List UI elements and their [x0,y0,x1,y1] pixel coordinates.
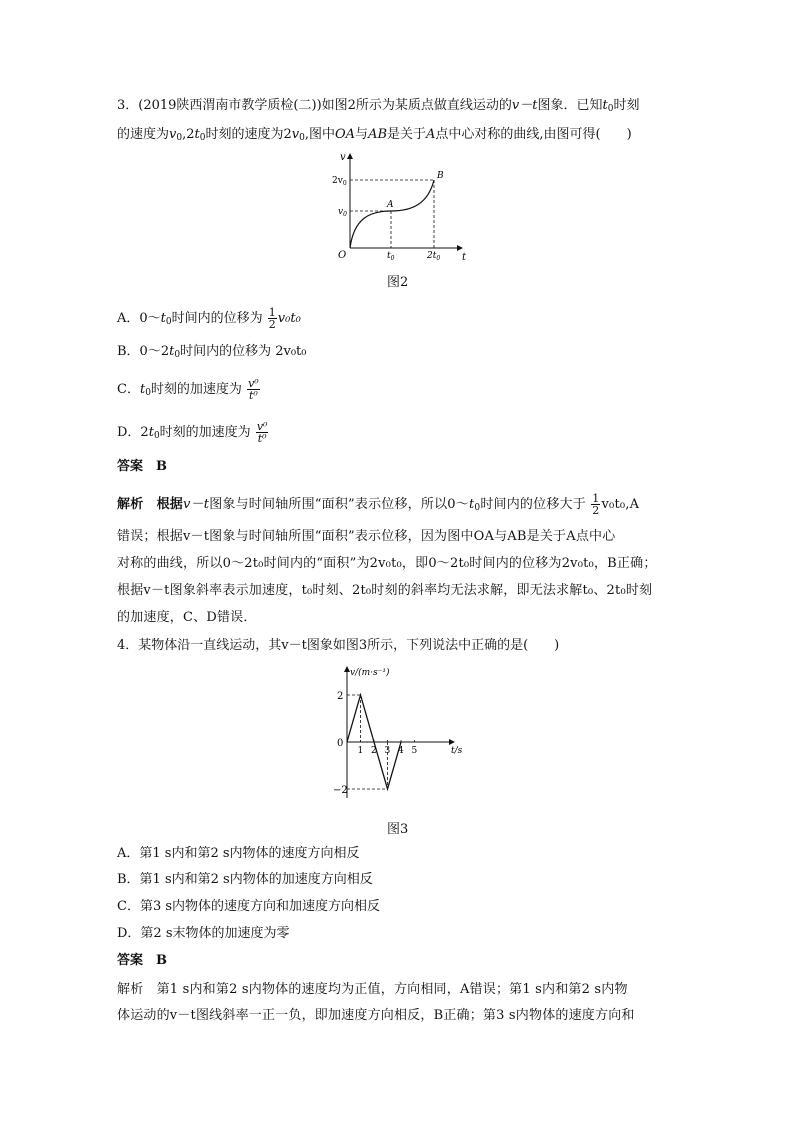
q3-opt-c-den: t⁰ [248,389,258,402]
q3-fig-point-b: B [437,171,444,181]
q3-jx-num: 1 [592,492,600,505]
q3-fig-label-t0 [387,251,395,262]
q4-x-tick-2: 2 [371,746,377,756]
q3-option-b [117,343,306,361]
q3-opt-d-den: t⁰ [257,432,267,445]
q3-opt-c-text: C． [117,382,140,397]
q3-fig-t0-text: t [387,251,391,261]
q3-subscript: 0 [153,431,160,441]
q3-t0-symbol: t [148,425,154,440]
q3-figure-2 [330,148,480,266]
q4-option-d: D．第2 s末物体的加速度为零 [117,926,290,941]
q4-option-a: A．第1 s内和第2 s内物体的速度方向相反 [117,846,360,861]
q4-figure-caption: 图3 [387,822,409,837]
q3-stem-text-5: ,2 [182,127,195,142]
q3-option-d [117,421,269,444]
q3-jx-text-3: v₀t₀,A [601,497,640,512]
q3-opt-d-fraction [256,421,269,444]
q3-explanation-line-5: 的加速度，C、D错误． [117,610,257,625]
q3-fig-t0-sub: 0 [390,255,395,262]
q3-opt-a-num: 1 [268,306,276,319]
q3-explanation-line-1 [117,493,639,516]
q4-y-tick-neg2: −2 [333,785,348,796]
q3-subscript: 0 [299,133,305,143]
q3-t0-symbol: t [169,344,175,359]
q3-opt-d-text-2: 时刻的加速度为 [159,425,251,440]
q3-opt-a-fraction [268,307,277,330]
q3-opt-d-num: v⁰ [256,420,268,433]
q3-opt-c-num: v⁰ [248,377,259,390]
q3-v-symbol: v [169,127,177,142]
q3-stem-text: 3．(2019陕西渭南市教学质检(二))如图2所示为某质点做直线运动的 [117,98,512,113]
q3-jx-fraction [591,493,600,516]
q3-subscript: 0 [607,104,614,114]
q3-opt-b-text: B．0～2 [117,344,170,359]
q4-t-axis-arrow [449,739,455,745]
q3-subscript: 0 [165,317,172,327]
q3-oa-symbol: OA [335,127,356,142]
q3-fig-label-2v0 [332,176,347,187]
q3-opt-a-text: A．0～ [117,311,161,326]
q3-subscript: 0 [145,388,151,398]
q3-fig-curve [350,180,434,248]
q4-chart [333,666,463,798]
q3-vt-symbol: v－t [511,98,538,113]
q3-fig-2t0-text: 2t [427,251,437,261]
q3-stem-text-4: 的速度为 [117,127,170,142]
q3-opt-d-text: D．2 [117,425,149,440]
q4-answer: 答案 B [117,953,167,968]
q3-jx-den: 2 [592,504,600,517]
q3-stem-text-9: 是关于 [387,127,427,142]
q4-option-b: B．第1 s内和第2 s内物体的加速度方向相反 [117,872,373,887]
q3-a-symbol: A [426,127,436,142]
q3-explanation-line-4: 根据v－t图象斜率表示加速度，t₀时刻、2t₀时刻的斜率均无法求解，即无法求解t₀、2t₀时刻 [117,583,653,598]
q3-opt-a-den: 2 [268,318,276,331]
q3-explanation-line-2: 错误；根据v－t图象与时间轴所围“面积”表示位移，因为图中OA与AB是关于A点中心 [117,529,616,544]
q3-t0-symbol: t [160,311,166,326]
q4-x-tick-3: 3 [384,746,391,756]
q3-vt-symbol: v－t [183,497,210,512]
q3-t0-symbol: t [139,382,146,397]
q3-subscript: 0 [176,133,183,143]
q3-opt-a-text-2: 时间内的位移为 [171,311,263,326]
q3-stem-line-2 [117,126,632,144]
q3-stem-text-2: 图象．已知 [537,98,603,113]
q4-y-tick-0: 0 [337,738,344,749]
q4-x-axis-label: t/s [451,746,463,756]
q3-fig-v-label: v [340,152,346,163]
q4-x-tick-1: 1 [357,746,364,756]
q3-t0-symbol: t [194,127,200,142]
q3-t0-symbol: t [468,497,475,512]
q3-stem-text-10: 点中心对称的曲线,由图可得( ) [435,127,632,142]
q3-opt-c-text-2: 时刻的加速度为 [150,382,242,397]
q3-fig-t-label: t [462,252,467,263]
q4-x-tick-5: 5 [411,746,418,756]
q3-jx-text-2: 时间内的位移大于 [480,497,586,512]
q3-opt-a-value: v₀t₀ [277,311,301,326]
q4-explanation-line-2: 体运动的v－t图线斜率一正一负，即加速度方向相反，B正确；第3 s内物体的速度方向和 [117,1008,635,1023]
q3-stem-text-7: ,图中 [304,127,335,142]
q3-t0-symbol: t [602,98,608,113]
q3-v-symbol: v [291,127,300,142]
q3-fig-origin: O [338,250,347,261]
q3-option-c [117,378,261,401]
q3-answer: 答案 B [117,459,167,474]
q3-figure-caption: 图2 [387,275,409,290]
q3-subscript: 0 [174,350,181,360]
q3-fig-label-v0 [338,207,347,218]
q3-opt-c-fraction [247,378,260,401]
q4-option-c: C．第3 s内物体的速度方向和加速度方向相反 [117,899,381,914]
q3-fig-label-2t0 [426,251,440,262]
q3-stem-line-1 [117,97,640,115]
q3-fig-2v0-sub: 0 [342,180,347,187]
q3-jx-label: 解析 根据 [117,497,184,512]
q4-stem: 4．某物体沿一直线运动，其v－t图象如图3所示，下列说法中正确的是( ) [117,638,560,653]
q3-opt-b-text-2: 时间内的位移为 2v₀t₀ [180,344,307,359]
q3-explanation-line-3: 对称的曲线，所以0～2t₀时间内的“面积”为2v₀t₀，即0～2t₀时间内的位移为2v₀t₀，B正确； [117,556,657,571]
q4-explanation-line-1: 解析 第1 s内和第2 s内物体的速度均为正值，方向相同，A错误；第1 s内和第2 s内物 [117,982,628,997]
q4-figure-3 [325,662,475,802]
q3-fig-2t0-sub: 0 [436,255,441,262]
q3-fig-v0-sub: 0 [343,211,347,218]
q4-y-axis-label: v/(m·s⁻¹) [350,668,390,678]
q3-fig-2v0-text: 2v [332,176,343,186]
q3-fig-point-a: A [387,200,394,210]
q3-option-a [117,307,301,330]
q3-stem-text-3: 时刻 [613,98,640,113]
q4-x-tick-4: 4 [398,746,404,756]
q3-subscript: 0 [474,503,481,513]
q3-ab-symbol: AB [368,127,388,142]
q3-fig-v0-text: v [338,207,344,217]
q4-y-tick-2: 2 [337,691,344,702]
q3-stem-text-8: 与 [355,127,369,142]
q3-subscript: 0 [199,133,206,143]
q3-jx-text: 图象与时间轴所围“面积”表示位移，所以0～ [209,497,469,512]
q3-stem-text-6: 时刻的速度为2 [205,127,292,142]
